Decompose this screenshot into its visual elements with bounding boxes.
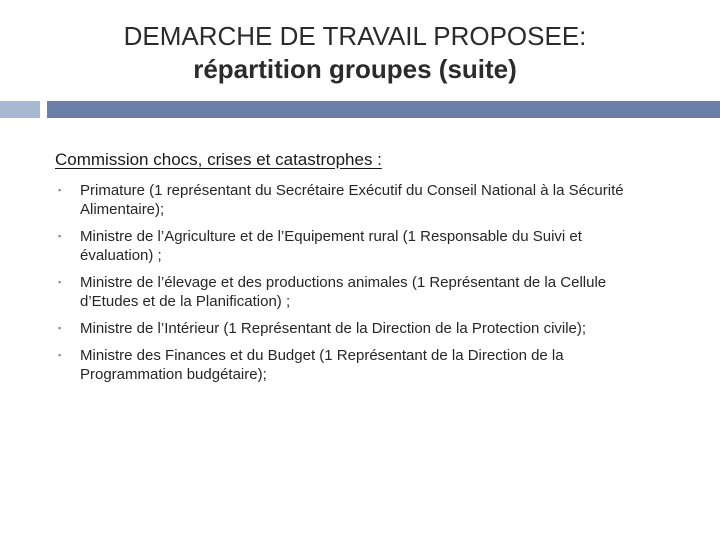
- list-item-text: Ministre de l’Intérieur (1 Représentant de la Direction de la Protection civile);: [80, 320, 587, 337]
- bullet-list: [55, 181, 645, 392]
- slide-title: [0, 20, 710, 86]
- section-heading: Commission chocs, crises et catastrophes :: [55, 150, 382, 169]
- slide-title-line-1: DEMARCHE DE TRAVAIL PROPOSEE:: [123, 21, 587, 51]
- bullet-icon: ▪: [58, 323, 62, 333]
- list-item: [55, 227, 645, 265]
- list-item-text: Ministre des Finances et du Budget (1 Représentant de la Direction de la Programmation budgétaire);: [80, 347, 564, 383]
- title-divider-right: [47, 101, 720, 118]
- slide-title-line-2: répartition groupes (suite): [193, 54, 517, 84]
- list-item-text: Primature (1 représentant du Secrétaire Exécutif du Conseil National à la Sécurité Alimentaire);: [80, 182, 624, 218]
- list-item: [55, 319, 645, 338]
- list-item: [55, 273, 645, 311]
- list-item: [55, 181, 645, 219]
- bullet-icon: ▪: [58, 277, 62, 287]
- list-item-text: Ministre de l’élevage et des productions animales (1 Représentant de la Cellule d’Etudes et de la Planification) ;: [80, 274, 607, 310]
- bullet-icon: ▪: [58, 350, 62, 360]
- list-item-text: Ministre de l’Agriculture et de l’Equipement rural (1 Responsable du Suivi et évaluation) ;: [80, 228, 582, 264]
- list-item: [55, 346, 645, 384]
- bullet-icon: ▪: [58, 185, 62, 195]
- bullet-icon: ▪: [58, 231, 62, 241]
- title-divider-left: [0, 101, 40, 118]
